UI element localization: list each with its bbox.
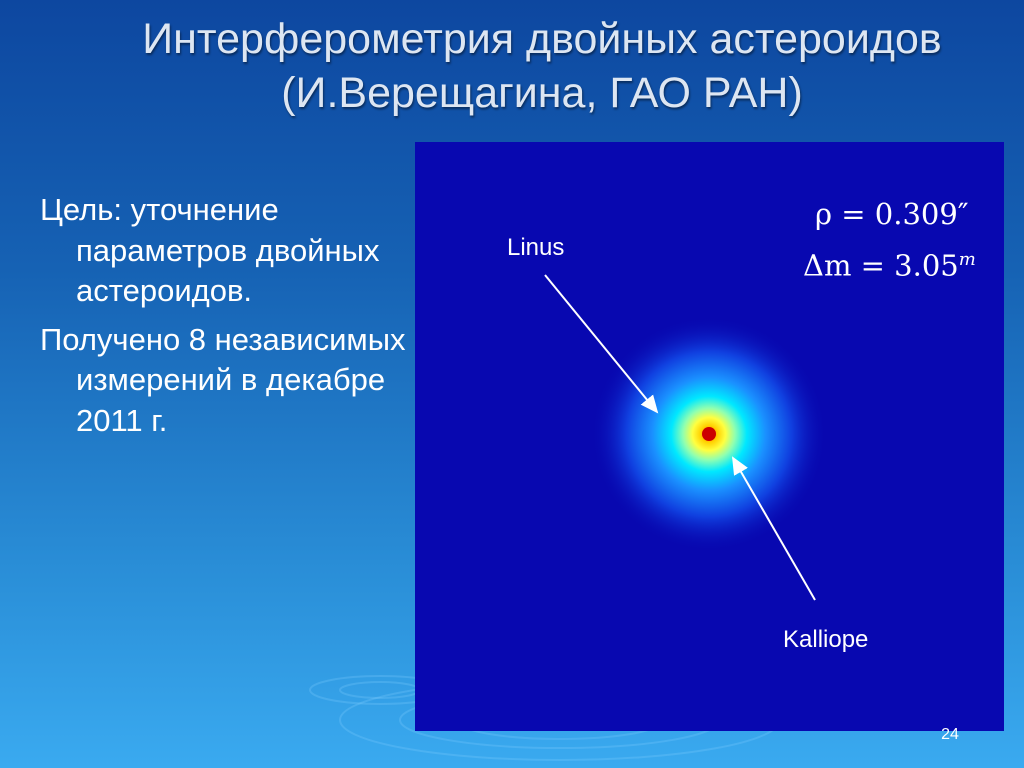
slide-number: 24 [941, 726, 959, 743]
label-linus: Linus [507, 234, 565, 261]
delta-m-value: Δm = 3.05 [803, 248, 959, 283]
delta-m-formula [803, 242, 976, 284]
speckle-core [702, 427, 716, 441]
bullet-goal: Цель: уточнение параметров двойных астероидов. [40, 192, 380, 308]
title-line-2: (И.Верещагина, ГАО РАН) [281, 69, 803, 117]
title-line-1: Интерферометрия двойных астероидов [142, 15, 942, 63]
slide-title [60, 12, 1024, 120]
delta-m-superscript: m [958, 249, 976, 270]
label-kalliope: Kalliope [783, 626, 869, 653]
bullet-list [40, 190, 410, 449]
bullet-result: Получено 8 независимых измерений в декабре 2011 г. [40, 321, 406, 438]
rho-formula: ρ = 0.309″ [815, 197, 969, 231]
speckle-image [415, 142, 1004, 731]
